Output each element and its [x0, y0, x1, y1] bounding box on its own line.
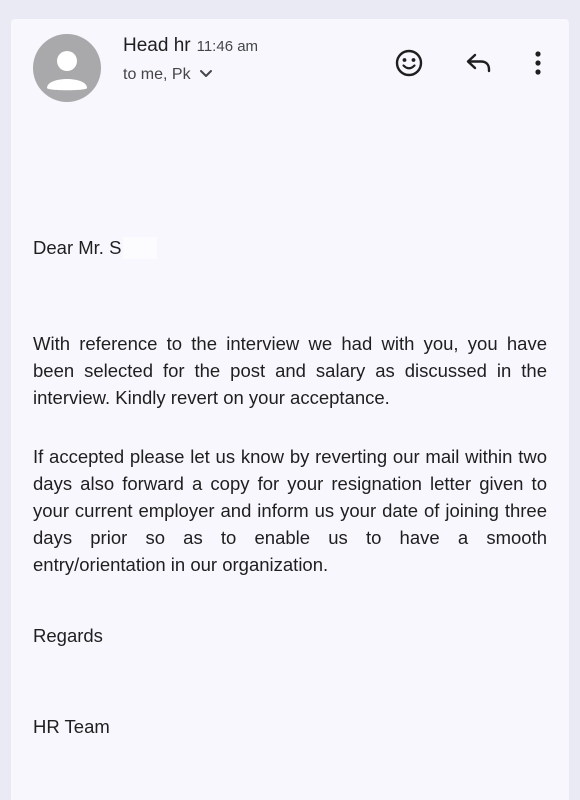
- email-card: [11, 19, 569, 800]
- email-paragraph: If accepted please let us know by reverting our mail within two days also forward a copy for your resignation letter given to your current employer and inform us your date of joining three days prior so as to enable us to have a smooth entry/orientation in our organization.: [33, 446, 547, 575]
- greeting-text: Dear Mr. S: [33, 237, 122, 258]
- sender-avatar[interactable]: [33, 34, 101, 102]
- more-vertical-icon: [532, 48, 544, 78]
- more-options-button[interactable]: [520, 45, 556, 81]
- email-closing: Regards: [33, 625, 103, 646]
- emoji-reaction-icon: [394, 48, 424, 78]
- recipients-toggle[interactable]: [123, 66, 213, 84]
- redacted-name: [123, 237, 157, 259]
- email-time: 11:46 am: [196, 38, 259, 55]
- recipients-text: to me, Pk: [123, 66, 191, 84]
- reply-button[interactable]: [461, 45, 497, 81]
- reply-icon: [464, 48, 494, 78]
- emoji-reaction-button[interactable]: [391, 45, 427, 81]
- person-avatar-icon: [33, 34, 101, 102]
- sender-header: [123, 35, 258, 57]
- email-paragraph: With reference to the interview we had with you, you have been selected for the post and salary as discussed in the interview. Kindly revert on your acceptance.: [33, 333, 547, 408]
- email-greeting: [33, 234, 547, 261]
- chevron-down-icon[interactable]: [199, 66, 213, 84]
- sender-name[interactable]: Head hr: [123, 35, 191, 56]
- email-signature: HR Team: [33, 716, 110, 737]
